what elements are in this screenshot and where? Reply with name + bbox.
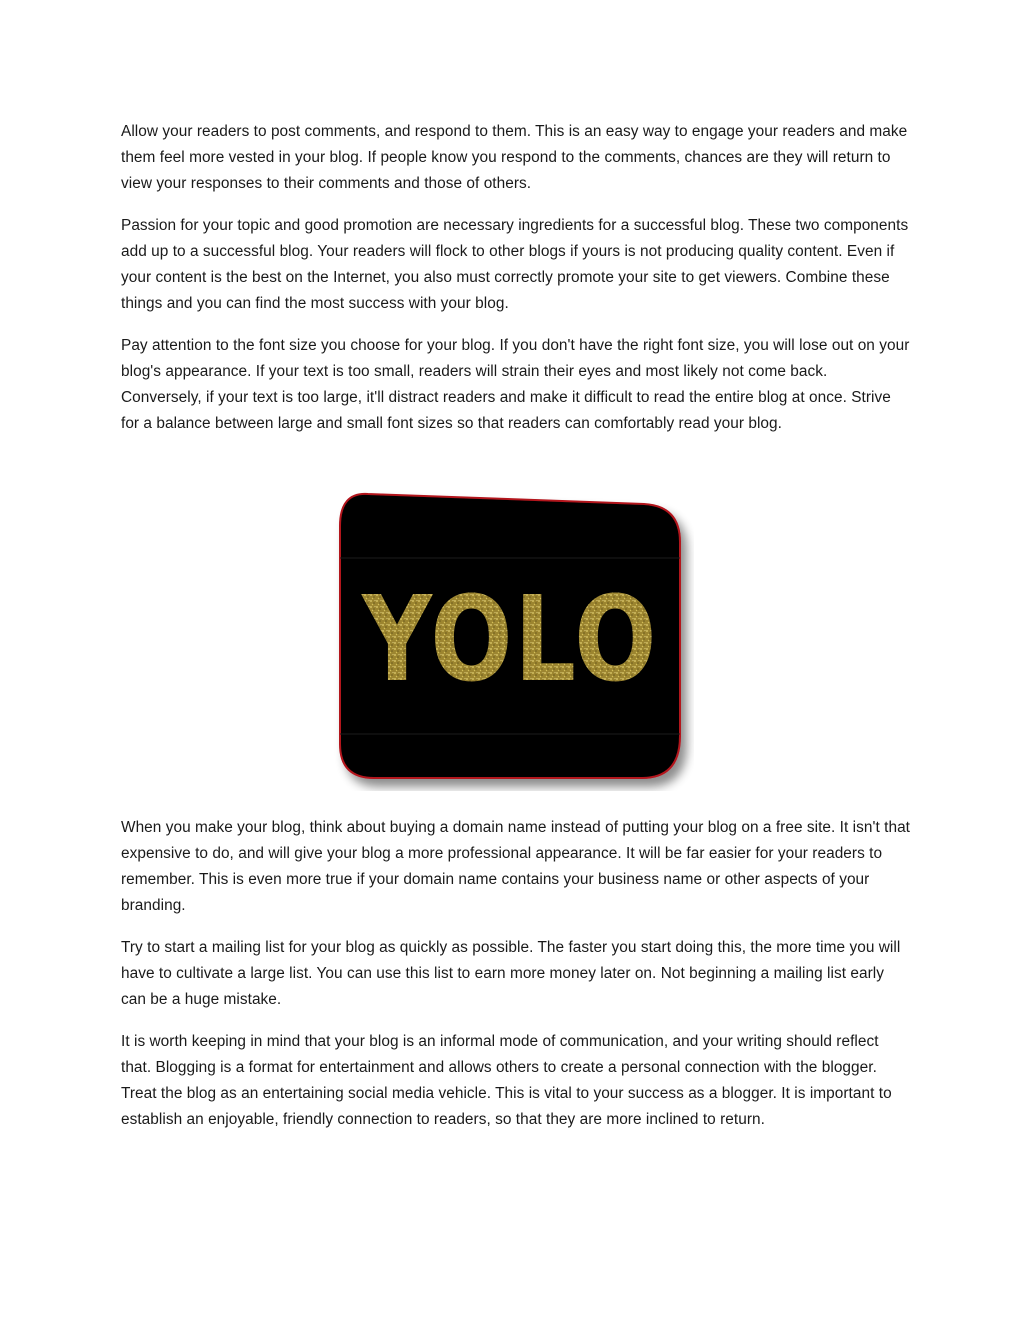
text-block-top xyxy=(121,119,911,437)
paragraph-passion: Passion for your topic and good promotion are necessary ingredients for a successful blog. These two components add up to a successful blog. Your readers will flock to other blogs if yours is not producing quality content. Even if your content is the best on the Internet, you also must correctly promote your site to get viewers. Combine these things and you can find the most success with your blog. xyxy=(121,217,909,312)
paragraph-domain-name: When you make your blog, think about buying a domain name instead of putting your blog on a free site. It isn't that expensive to do, and will give your blog a more professional appearance. It will be far easier for your readers to remember. This is even more true if your domain name contains your business name or other aspects of your branding. xyxy=(121,819,911,914)
paragraph-comments: Allow your readers to post comments, and respond to them. This is an easy way to engage your readers and make them feel more vested in your blog. If people know you respond to the comments, chances are they will return to view your responses to their comments and those of others. xyxy=(121,123,908,192)
yolo-image xyxy=(334,486,694,791)
paragraph-informal-mode: It is worth keeping in mind that your blog is an informal mode of communication, and your writing should reflect that. Blogging is a format for entertainment and allows others to create a personal connection with the blogger. Treat the blog as an entertaining social media vehicle. This is vital to your success as a blogger. It is important to establish an enjoyable, friendly connection to readers, so that they are more inclined to return. xyxy=(121,1033,892,1128)
paragraph-font-size: Pay attention to the font size you choose for your blog. If you don't have the right font size, you will lose out on your blog's appearance. If your text is too small, readers will strain their eyes and most likely not come back. Conversely, if your text is too large, it'll distract readers and make it difficult to read the entire blog at once. Strive for a balance between large and small font sizes so that readers can comfortably read your blog. xyxy=(121,337,910,432)
text-block-bottom xyxy=(121,815,911,1133)
image-yolo-text: YOLO xyxy=(360,570,658,708)
paragraph-mailing-list: Try to start a mailing list for your blog as quickly as possible. The faster you start doing this, the more time you will have to cultivate a large list. You can use this list to earn more money later on. Not beginning a mailing list early can be a huge mistake. xyxy=(121,939,901,1008)
